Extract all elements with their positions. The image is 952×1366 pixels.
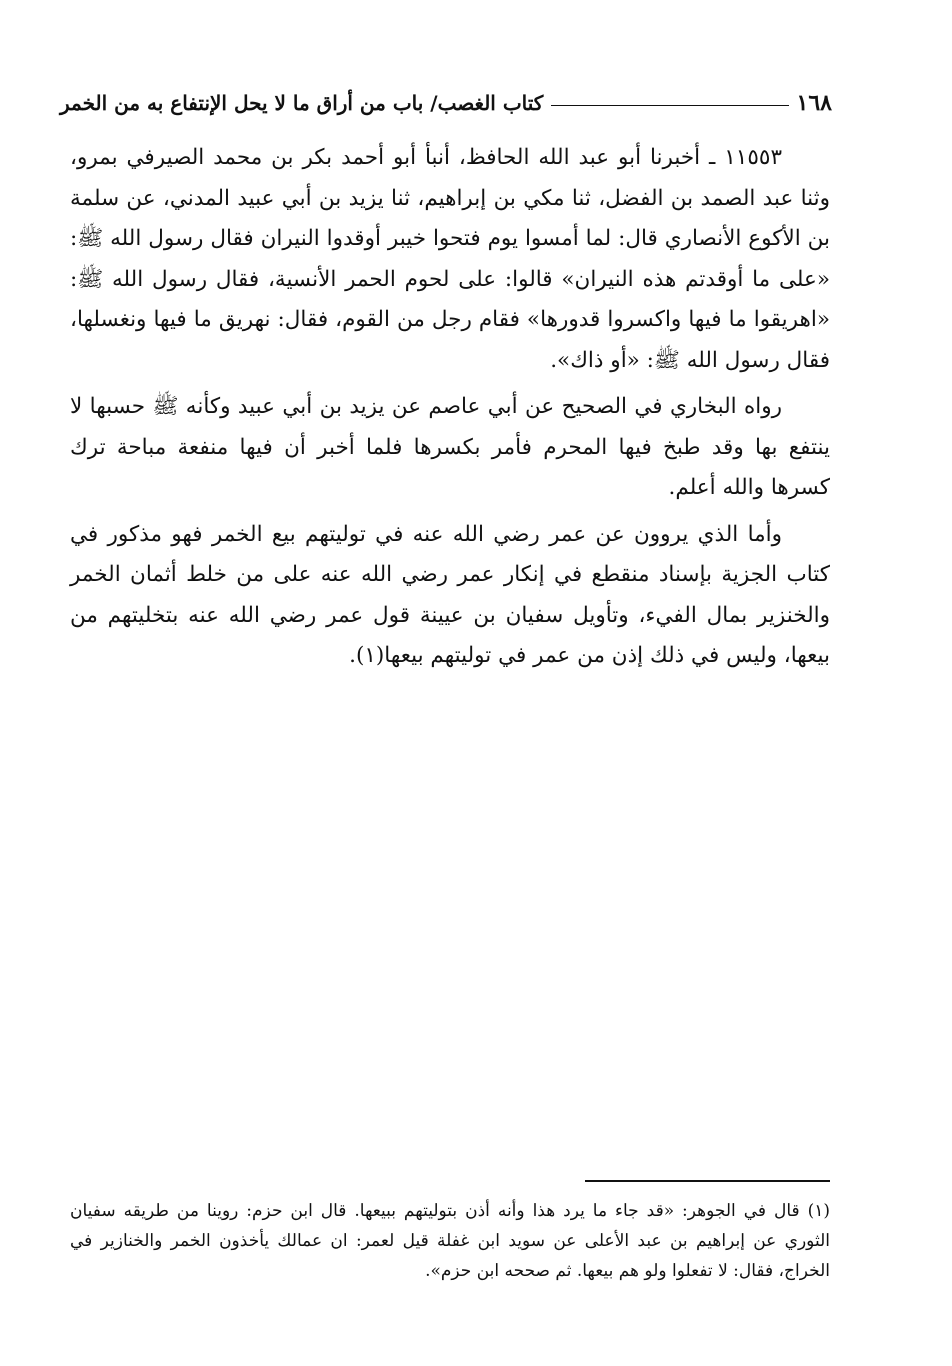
running-title: كتاب الغصب/ باب من أراق ما لا يحل الإنتفاع به من الخمر — [60, 91, 544, 115]
header-rule — [551, 105, 788, 106]
commentary-paragraph: رواه البخاري في الصحيح عن أبي عاصم عن يزيد بن أبي عبيد وكأنه ﷺ حسبها لا ينتفع بها وقد طبخ فيها المحرم فأمر بكسرها فلما أخبر أن فيها منفعة مباحة ترك كسرها والله أعلم. — [70, 394, 830, 500]
footnotes — [70, 1196, 830, 1286]
commentary-paragraph: وأما الذي يروون عن عمر رضي الله عنه في توليتهم بيع الخمر فهو مذكور في كتاب الجزية بإسناد منقطع في إنكار عمر رضي الله عنه على من خلط أثمان الخمر والخنزير بمال الفيء، وتأويل سفيان بن عيينة قول عمر رضي الله عنه بتخليتهم من بيعها، وليس في ذلك إذن من عمر في توليتهم بيعها(١). — [70, 521, 830, 668]
footnote-separator — [585, 1180, 830, 1182]
page-number: ١٦٨ — [796, 90, 832, 116]
hadith-paragraph: ١١٥٥٣ ـ أخبرنا أبو عبد الله الحافظ، أنبأ أبو أحمد بكر بن محمد الصيرفي بمرو، وثنا عبد الصمد بن الفضل، ثنا مكي بن إبراهيم، ثنا يزيد بن أبي عبيد المدني، عن سلمة بن الأكوع الأنصاري قال: لما أمسوا يوم فتحوا خيبر أوقدوا النيران فقال رسول الله ﷺ: «على ما أوقدتم هذه النيران» قالوا: على لحوم الحمر الأنسية، فقال رسول الله ﷺ: «اهريقوا ما فيها واكسروا قدورها» فقام رجل من القوم، فقال: نهريق ما فيها ونغسلها، فقال رسول الله ﷺ: «أو ذاك». — [70, 145, 830, 373]
footnote: (١) قال في الجوهر: «قد جاء ما يرد هذا وأنه أذن بتوليتهم ببيعها. قال ابن حزم: روينا من طريقه سفيان الثوري عن إبراهيم بن عبد الأعلى عن سويد ابن غفلة قيل لعمر: ان عمالك يأخذون الخمر والخنازير في الخراج، فقال: لا تفعلوا ولو هم بيعها. ثم صححه ابن حزم». — [70, 1201, 830, 1281]
page-header — [60, 86, 832, 120]
main-text — [70, 138, 830, 683]
